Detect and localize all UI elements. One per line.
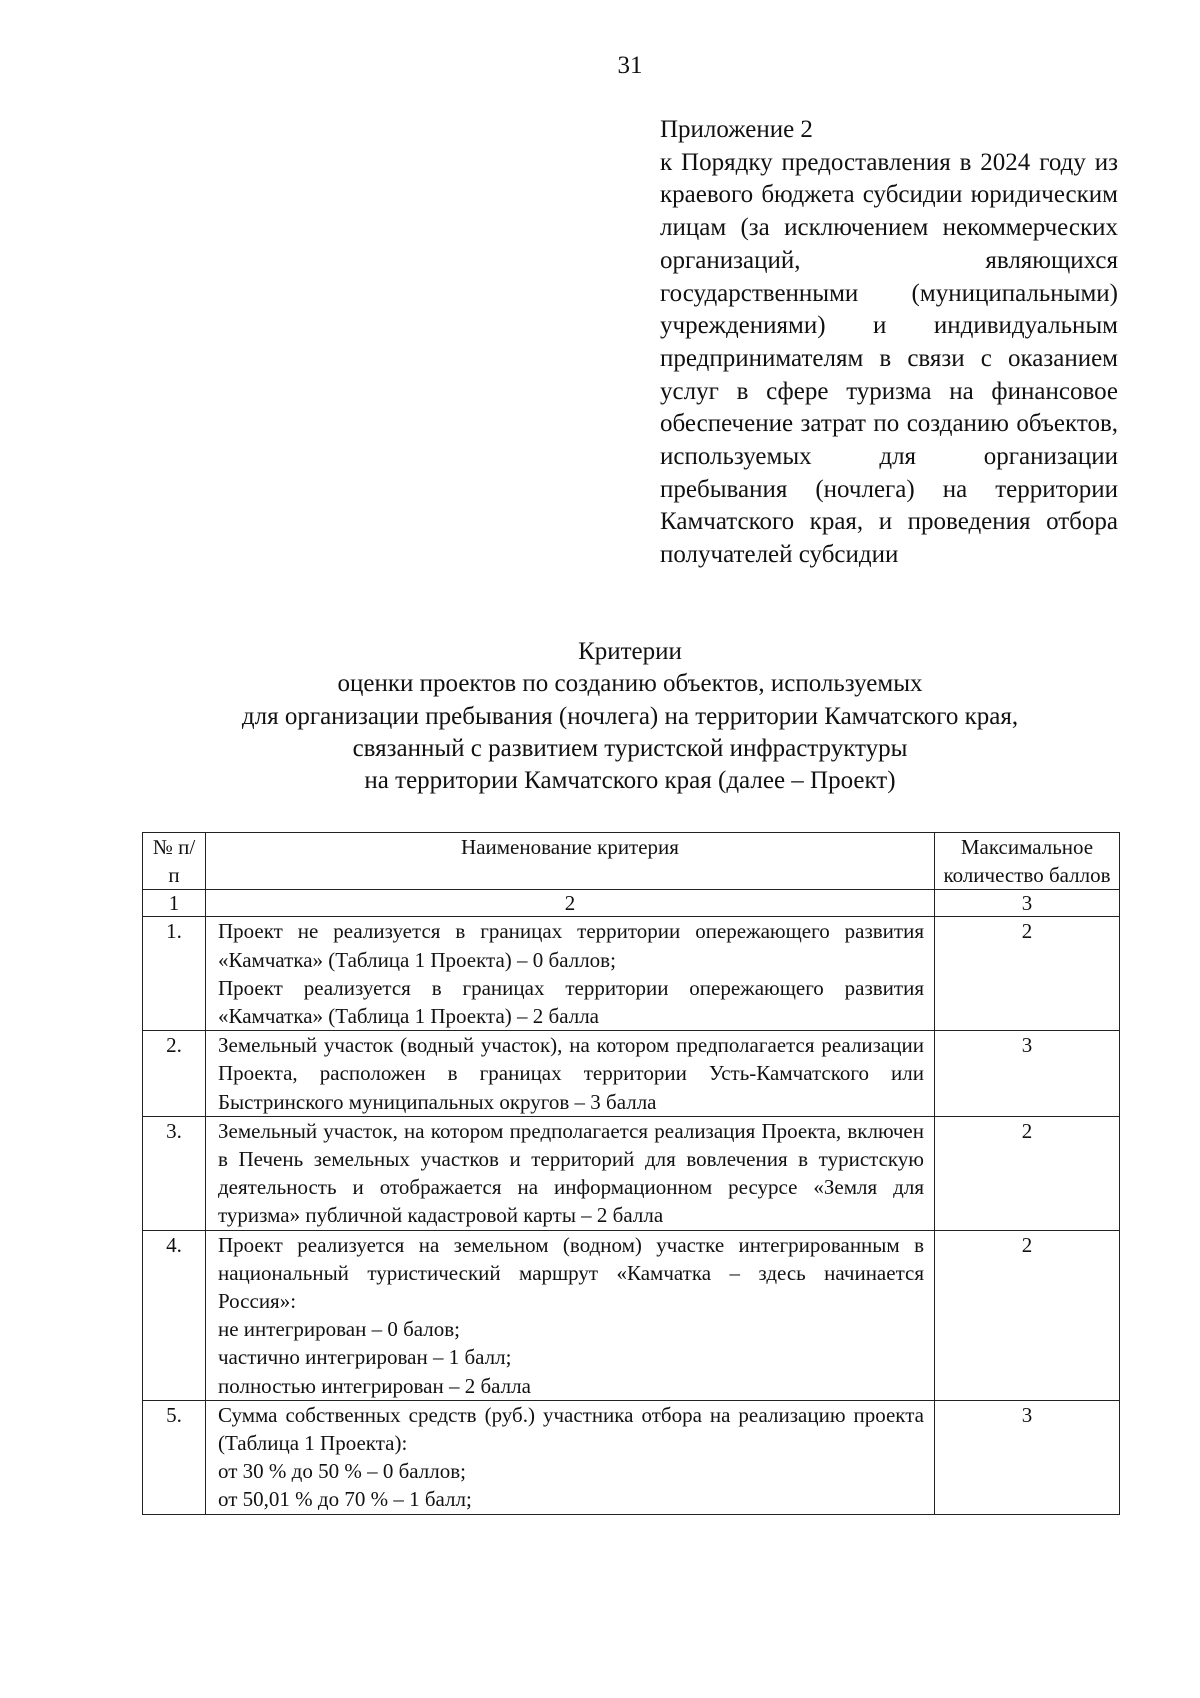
row-criterion xyxy=(206,1031,935,1117)
appendix-title: Приложение 2 xyxy=(660,116,813,143)
heading-line: связанный с развитием туристской инфраструктуры xyxy=(352,734,908,762)
criteria-table xyxy=(142,832,1120,1515)
table-row xyxy=(143,1230,1120,1400)
row-max: 3 xyxy=(935,1400,1120,1514)
criterion-line: от 30 % до 50 % – 0 баллов; xyxy=(218,1459,466,1484)
table-header-row xyxy=(143,833,1120,890)
heading-line: оценки проектов по созданию объектов, используемых xyxy=(337,670,923,698)
criterion-line: не интегрирован – 0 балов; xyxy=(218,1317,461,1342)
row-num: 1. xyxy=(143,917,206,1031)
criterion-line: от 50,01 % до 70 % – 1 балл; xyxy=(218,1487,472,1512)
row-num: 2. xyxy=(143,1031,206,1117)
heading-line: на территории Камчатского края (далее – Проект) xyxy=(364,767,896,795)
criterion-line: Проект реализуется в границах территории опережающего развития «Камчатка» (Таблица 1 Проекта) – 2 балла xyxy=(218,975,924,1029)
row-criterion xyxy=(206,1400,935,1514)
row-num: 3. xyxy=(143,1116,206,1230)
page-number: 31 xyxy=(617,52,643,79)
criterion-line: Проект реализуется на земельном (водном) участке интегрированным в национальный туристический маршрут «Камчатка – здесь начинается Россия»: xyxy=(218,1232,924,1314)
row-max: 2 xyxy=(935,1230,1120,1400)
row-criterion xyxy=(206,917,935,1031)
criterion-line: Проект не реализуется в границах территории опережающего развития «Камчатка» (Таблица 1 Проекта) – 0 баллов; xyxy=(218,919,924,972)
row-num: 5. xyxy=(143,1400,206,1514)
index-cell: 3 xyxy=(935,890,1120,917)
table-row xyxy=(143,1400,1120,1514)
row-max: 2 xyxy=(935,1116,1120,1230)
table-row xyxy=(143,1116,1120,1230)
row-criterion xyxy=(206,1230,935,1400)
heading-line: Критерии xyxy=(578,638,682,665)
criterion-line: Сумма собственных средств (руб.) участника отбора на реализацию проекта (Таблица 1 Проекта): xyxy=(218,1402,924,1456)
header-max: Максимальное количество баллов xyxy=(935,833,1120,890)
criteria-heading xyxy=(140,636,1120,797)
row-criterion xyxy=(206,1116,935,1230)
row-num: 4. xyxy=(143,1230,206,1400)
criterion-line: Земельный участок, на котором предполагается реализация Проекта, включен в Печень земельных участков и территорий для вовлечения в туристскую деятельность и отображается на информационном ресурсе «Земля для туризма» публичной кадастровой карты – 2 балла xyxy=(218,1118,924,1228)
criterion-line: полностью интегрирован – 2 балла xyxy=(218,1373,531,1398)
heading-line: для организации пребывания (ночлега) на территории Камчатского края, xyxy=(241,702,1019,730)
table-index-row xyxy=(143,890,1120,917)
appendix-text: к Порядку предоставления в 2024 году из краевого бюджета субсидии юридическим лицам (за исключением некоммерческих организаций, являющихся государственными (муниципальными) учреждениями) и индивидуальным предпринимателям в связи с оказанием услуг в сфере туризма на финансовое обеспечение затрат по созданию объектов, используемых для организации пребывания (ночлега) на территории Камчатского края, и проведения отбора получателей субсидии xyxy=(660,148,1118,569)
table-row xyxy=(143,917,1120,1031)
row-max: 3 xyxy=(935,1031,1120,1117)
index-cell: 2 xyxy=(206,890,935,917)
header-num: № п/п xyxy=(143,833,206,890)
criterion-line: частично интегрирован – 1 балл; xyxy=(218,1345,512,1370)
index-cell: 1 xyxy=(143,890,206,917)
table-row xyxy=(143,1031,1120,1117)
header-name: Наименование критерия xyxy=(206,833,935,890)
row-max: 2 xyxy=(935,917,1120,1031)
criterion-line: Земельный участок (водный участок), на котором предполагается реализации Проекта, расположен в границах территории Усть-Камчатского или Быстринского муниципальных округов – 3 балла xyxy=(218,1033,924,1114)
appendix-block xyxy=(660,114,1118,572)
